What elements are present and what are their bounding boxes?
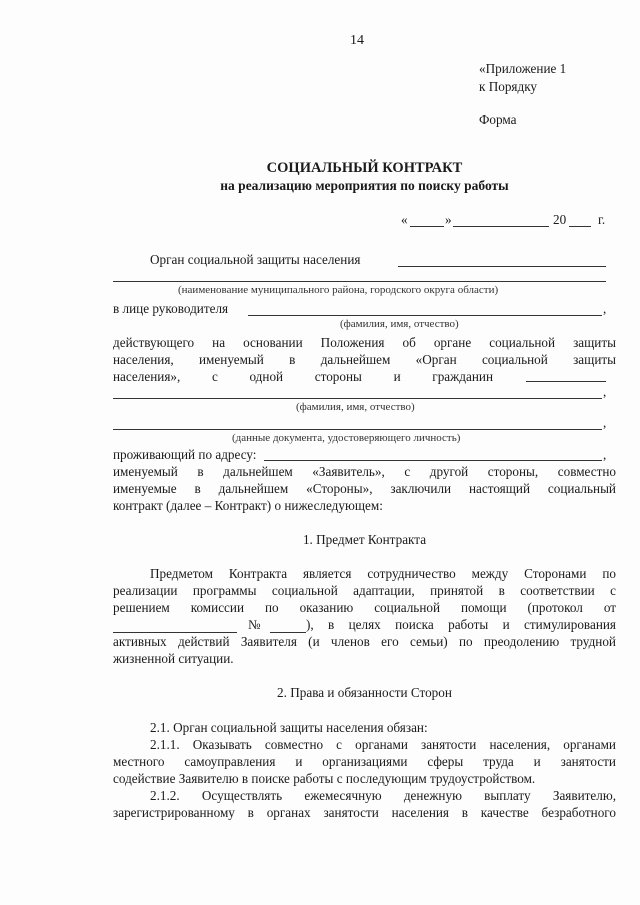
named-line-1: именуемый в дальнейшем «Заявитель», с другой стороны, совместно: [113, 464, 616, 479]
item-2-1-1-line-2: местного самоуправления и организациями сферы труда и занятости: [113, 754, 616, 769]
date-open-quote: «: [401, 212, 408, 227]
document-subtitle: на реализацию мероприятия по поиску работы: [220, 178, 509, 193]
named-line-3: контракт (далее – Контракт) о нижеследующем:: [113, 498, 383, 513]
citizen-blank: [526, 381, 606, 382]
caption-fio-1: (фамилия, имя, отчество): [340, 318, 459, 330]
item-2-1-1-line-1: 2.1.1. Оказывать совместно с органами занятости населения, органами: [150, 737, 616, 752]
acting-line-1: действующего на основании Положения об органе социальной защиты: [113, 335, 616, 350]
section-1-line-4: ), в целях поиска работы и стимулирования: [306, 617, 616, 632]
protocol-number-sign: №: [248, 617, 261, 632]
item-2-1-1-line-3: содействие Заявителю в поиске работы с последующим трудоустройством.: [113, 771, 536, 786]
section-1-line-6: жизненной ситуации.: [113, 651, 234, 666]
date-close-quote: »: [445, 212, 452, 227]
organ-name-blank-2: [113, 281, 606, 282]
item-2-1-2-line-1: 2.1.2. Осуществлять ежемесячную денежную выплату Заявителю,: [150, 788, 616, 803]
id-document-blank: [113, 429, 602, 430]
comma-3: ,: [603, 415, 607, 430]
organ-name-blank: [398, 266, 606, 267]
section-2-heading: 2. Права и обязанности Сторон: [277, 685, 452, 700]
head-fio-blank: [248, 315, 602, 316]
appendix-line-1: «Приложение 1: [479, 61, 567, 76]
citizen-fio-blank: [113, 398, 602, 399]
section-1-line-1: Предметом Контракта является сотрудничество между Сторонами по: [150, 566, 616, 581]
date-month-blank: [453, 226, 549, 227]
item-2-1-2-line-2: зарегистрированному в органах занятости населения в качестве безработного: [113, 805, 616, 820]
date-year-suffix: г.: [598, 212, 606, 227]
address-blank: [264, 460, 602, 461]
section-1-heading: 1. Предмет Контракта: [302, 532, 427, 547]
document-title: СОЦИАЛЬНЫЙ КОНТРАКТ: [266, 160, 463, 176]
caption-id-document: (данные документа, удостоверяющего личность): [232, 432, 461, 444]
date-year-prefix: 20: [553, 212, 567, 227]
item-2-1: 2.1. Орган социальной защиты населения обязан:: [150, 720, 428, 735]
form-label: Форма: [479, 112, 517, 127]
date-year-blank: [569, 226, 591, 227]
comma-2: ,: [603, 384, 607, 399]
represented-by-label: в лице руководителя: [113, 301, 229, 316]
acting-line-2: населения, именуемый в дальнейшем «Орган социальной защиты: [113, 352, 616, 367]
comma-1: ,: [603, 301, 607, 316]
date-day-blank: [410, 226, 444, 227]
acting-line-3: населения», с одной стороны и гражданин: [113, 369, 493, 384]
section-1-line-2: реализации программы социальной адаптации, принятой в соответствии с: [113, 583, 616, 598]
section-1-line-3: решением комиссии по оказанию социальной помощи (протокол от: [113, 600, 616, 615]
comma-4: ,: [603, 447, 607, 462]
residing-label: проживающий по адресу:: [113, 447, 257, 462]
caption-fio-2: (фамилия, имя, отчество): [296, 401, 415, 413]
protocol-number-blank: [270, 632, 306, 633]
appendix-line-2: к Порядку: [479, 79, 538, 94]
named-line-2: именуемые в дальнейшем «Стороны», заключили настоящий социальный: [113, 481, 616, 496]
organ-label: Орган социальной защиты населения: [150, 252, 361, 267]
section-1-line-5: активных действий Заявителя (и членов его семьи) по преодолению трудной: [113, 634, 616, 649]
page-number: 14: [350, 33, 364, 48]
caption-municipality: (наименование муниципального района, городского округа области): [178, 284, 499, 296]
protocol-date-blank: [113, 632, 237, 633]
